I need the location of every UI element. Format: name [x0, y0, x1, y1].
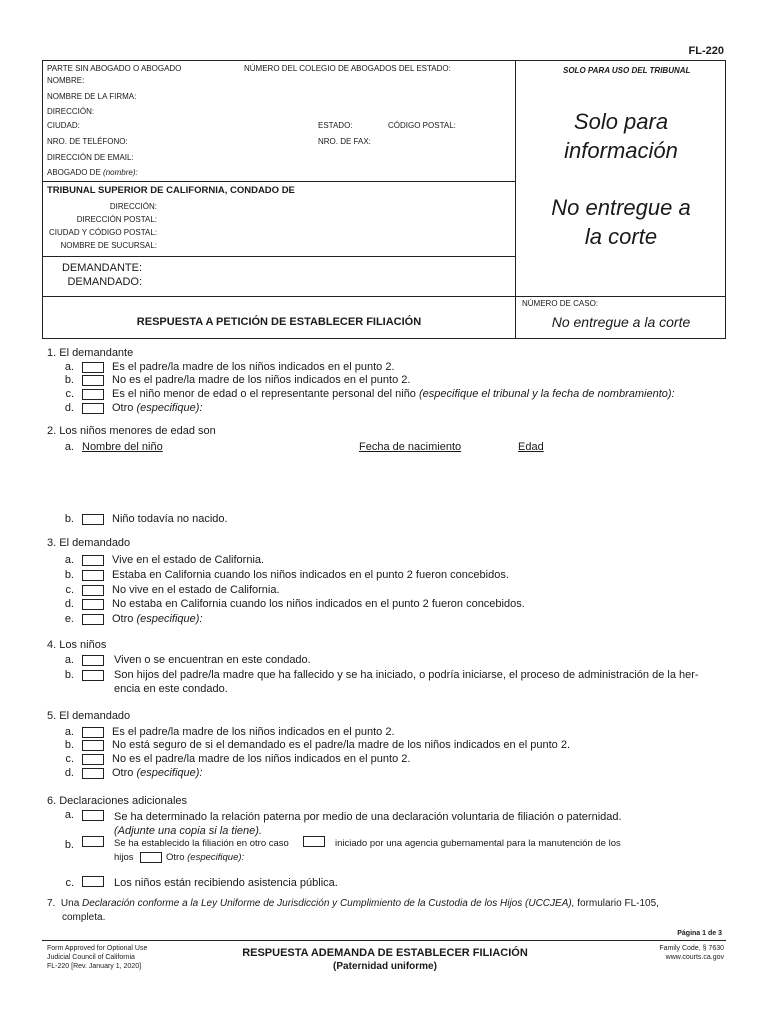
s4-a-letter: a. — [64, 654, 74, 666]
s3-title: 3. El demandado — [47, 537, 131, 549]
firm-field-label[interactable]: NOMBRE DE LA FIRMA: — [47, 92, 137, 101]
city-field-label[interactable]: CIUDAD: — [47, 121, 80, 130]
s1-title: 1. El demandante — [47, 347, 134, 359]
s7-line-2: completa. — [62, 912, 106, 923]
s1-a-checkbox[interactable] — [82, 362, 104, 373]
s1-d-italic: (especifique): — [136, 402, 203, 414]
watermark-info-2: información — [564, 138, 678, 163]
s3-c-checkbox[interactable] — [82, 585, 104, 596]
s3-a-letter: a. — [64, 554, 74, 566]
court-use-label: SOLO PARA USO DEL TRIBUNAL — [563, 66, 691, 75]
email-field-label[interactable]: DIRECCIÓN DE EMAIL: — [47, 153, 134, 162]
fax-field-label[interactable]: NRO. DE FAX: — [318, 137, 371, 146]
s1-a-text: Es el padre/la madre de los niños indicados en el punto 2. — [112, 361, 395, 373]
s1-d-letter: d. — [64, 402, 74, 414]
s5-a-text: Es el padre/la madre de los niños indicados en el punto 2. — [112, 726, 395, 738]
s4-b-text-2: encia en este condado. — [114, 683, 228, 695]
footer-left-3: FL-220 [Rev. January 1, 2020] — [47, 963, 142, 970]
s6-b-text-1: Se ha establecido la filiación en otro caso — [114, 838, 289, 849]
s3-b-checkbox[interactable] — [82, 570, 104, 581]
s6-a-letter: a. — [64, 809, 74, 821]
s5-b-text: No está seguro de si el demandado es el padre/la madre de los niños indicados en el punto 2. — [112, 739, 571, 751]
divider — [42, 256, 516, 257]
s1-c-checkbox[interactable] — [82, 389, 104, 400]
s3-c-text: No vive en el estado de California. — [112, 584, 280, 596]
s1-a-letter: a. — [64, 361, 74, 373]
s3-c-letter: c. — [65, 584, 74, 596]
watermark-noserve-1: No entregue a — [551, 195, 691, 220]
court-title: TRIBUNAL SUPERIOR DE CALIFORNIA, CONDADO DE — [47, 185, 295, 196]
s2-a-letter: a. — [64, 441, 74, 453]
s2-b-checkbox[interactable] — [82, 514, 104, 525]
attorney-for-name: (nombre): — [103, 168, 138, 177]
s6-b-letter: b. — [64, 839, 74, 851]
s5-d-line — [112, 767, 203, 779]
watermark-case: No entregue a la corte — [551, 314, 691, 330]
court-branch-label[interactable]: NOMBRE DE SUCURSAL: — [60, 241, 157, 250]
s5-d-letter: d. — [64, 767, 74, 779]
s1-b-letter: b. — [64, 374, 74, 386]
watermark-info-1: Solo para — [573, 109, 669, 134]
s5-a-letter: a. — [64, 726, 74, 738]
s1-d-checkbox[interactable] — [82, 403, 104, 414]
s2-b-text: Niño todavía no nacido. — [112, 513, 228, 525]
s4-a-text: Viven o se encuentran en este condado. — [114, 654, 311, 666]
s5-a-checkbox[interactable] — [82, 727, 104, 738]
name-field-label[interactable]: NOMBRE: — [47, 76, 85, 85]
respondent-label[interactable]: DEMANDADO: — [67, 276, 142, 288]
footer-subtitle: (Paternidad uniforme) — [333, 961, 437, 972]
s6-a-text-2: (Adjunte una copia si la tiene). — [114, 825, 262, 837]
s3-d-checkbox[interactable] — [82, 599, 104, 610]
s1-b-text: No es el padre/la madre de los niños indicados en el punto 2. — [112, 374, 411, 386]
case-number-label[interactable]: NÚMERO DE CASO: — [522, 299, 599, 308]
s3-e-italic: (especifique): — [136, 613, 203, 625]
state-field-label[interactable]: ESTADO: — [318, 121, 353, 130]
s7-num: 7. — [47, 898, 56, 909]
attorney-for-label[interactable] — [47, 168, 138, 177]
s3-a-text: Vive en el estado de California. — [112, 554, 265, 566]
s6-b-text-2: iniciado por una agencia gubernamental para la manutención de los — [335, 838, 621, 849]
page-number: Página 1 de 3 — [677, 930, 722, 937]
form-number: FL-220 — [688, 45, 724, 57]
s7-pre: Una — [60, 898, 80, 909]
s1-d-text: Otro — [112, 402, 134, 414]
address-field-label[interactable]: DIRECCIÓN: — [47, 107, 95, 116]
s1-c-letter: c. — [65, 388, 74, 400]
divider — [42, 181, 516, 182]
s3-b-letter: b. — [64, 569, 74, 581]
s6-b-text-3: hijos — [114, 852, 134, 863]
s7-line-1 — [47, 898, 659, 909]
s6-b-other-case-checkbox[interactable] — [303, 836, 325, 847]
divider — [42, 296, 726, 297]
s6-a-checkbox[interactable] — [82, 810, 104, 821]
attorney-label: PARTE SIN ABOGADO O ABOGADO — [47, 64, 182, 73]
s4-b-checkbox[interactable] — [82, 670, 104, 681]
s7-italic: Declaración conforme a la Ley Uniforme de Jurisdicción y Cumplimiento de la Custodia de los Hijos (UCCJEA), — [82, 898, 575, 909]
bar-number-label: NÚMERO DEL COLEGIO DE ABOGADOS DEL ESTADO: — [244, 64, 451, 73]
s3-e-letter: e. — [64, 613, 74, 625]
footer-left-2: Judicial Council of California — [47, 954, 135, 961]
s6-b-other-italic: (especifique): — [187, 852, 245, 863]
s6-b-checkbox[interactable] — [82, 836, 104, 847]
s3-b-text: Estaba en California cuando los niños indicados en el punto 2 fueron concebidos. — [112, 569, 509, 581]
s3-d-letter: d. — [64, 598, 74, 610]
s2-col-birth: Fecha de nacimiento — [359, 441, 462, 453]
s6-a-text-1: Se ha determinado la relación paterna por medio de una declaración voluntaria de filiación o paternidad. — [114, 811, 622, 823]
s5-d-text: Otro — [112, 767, 134, 779]
s5-b-checkbox[interactable] — [82, 740, 104, 751]
s1-c-italic: (especifique el tribunal y la fecha de nombramiento): — [419, 388, 675, 400]
s6-b-other-text: Otro — [166, 852, 185, 863]
s2-b-letter: b. — [64, 513, 74, 525]
s5-c-text: No es el padre/la madre de los niños indicados en el punto 2. — [112, 753, 411, 765]
s5-d-italic: (especifique): — [136, 767, 203, 779]
document-title: RESPUESTA A PETICIÓN DE ESTABLECER FILIACIÓN — [136, 316, 422, 328]
s5-b-letter: b. — [64, 739, 74, 751]
footer-right-1: Family Code, § 7630 — [659, 945, 724, 952]
s2-col-age: Edad — [518, 441, 544, 453]
s4-title: 4. Los niños — [47, 639, 107, 651]
s1-d-line — [112, 402, 203, 414]
zip-field-label[interactable]: CÓDIGO POSTAL: — [388, 121, 456, 130]
s6-title: 6. Declaraciones adicionales — [47, 795, 188, 807]
s5-title: 5. El demandado — [47, 710, 131, 722]
s6-b-other-checkbox[interactable] — [140, 852, 162, 863]
s4-b-text-1: Son hijos del padre/la madre que ha fallecido y se ha iniciado, o podría iniciarse, el proceso de administración de la her- — [114, 669, 699, 681]
s5-d-checkbox[interactable] — [82, 768, 104, 779]
s3-a-checkbox[interactable] — [82, 555, 104, 566]
s3-d-text: No estaba en California cuando los niños indicados en el punto 2 fueron concebidos. — [112, 598, 525, 610]
court-city-zip-label[interactable]: CIUDAD Y CÓDIGO POSTAL: — [48, 228, 157, 237]
phone-field-label[interactable]: NRO. DE TELÉFONO: — [47, 137, 128, 146]
s6-c-letter: c. — [65, 877, 74, 889]
footer-rule — [42, 940, 726, 941]
s6-b-other-line — [166, 852, 244, 863]
footer-right-2[interactable]: www.courts.ca.gov — [665, 954, 724, 961]
s2-col-name: Nombre del niño — [82, 441, 163, 453]
s1-c-text: Es el niño menor de edad o el representante personal del niño — [112, 388, 416, 400]
petitioner-label[interactable]: DEMANDANTE: — [61, 262, 142, 274]
s4-b-letter: b. — [64, 669, 74, 681]
s7-post: formulario FL-105, — [577, 898, 659, 909]
s3-e-line — [112, 613, 203, 625]
s1-b-checkbox[interactable] — [82, 375, 104, 386]
s6-c-checkbox[interactable] — [82, 876, 104, 887]
s1-c-line — [112, 388, 675, 400]
court-address-label[interactable]: DIRECCIÓN: — [109, 202, 157, 211]
s6-c-text: Los niños están recibiendo asistencia pública. — [114, 877, 338, 889]
s5-c-letter: c. — [65, 753, 74, 765]
footer-title: RESPUESTA ADEMANDA DE ESTABLECER FILIACIÓN — [242, 947, 528, 959]
s2-title: 2. Los niños menores de edad son — [47, 425, 216, 437]
attorney-for-text: ABOGADO DE — [47, 168, 101, 177]
court-mailing-label[interactable]: DIRECCIÓN POSTAL: — [76, 215, 157, 224]
s4-a-checkbox[interactable] — [82, 655, 104, 666]
footer-left-1: Form Approved for Optional Use — [47, 945, 148, 952]
s5-c-checkbox[interactable] — [82, 754, 104, 765]
watermark-noserve-2: la corte — [584, 224, 658, 249]
s3-e-checkbox[interactable] — [82, 614, 104, 625]
s3-e-text: Otro — [112, 613, 134, 625]
